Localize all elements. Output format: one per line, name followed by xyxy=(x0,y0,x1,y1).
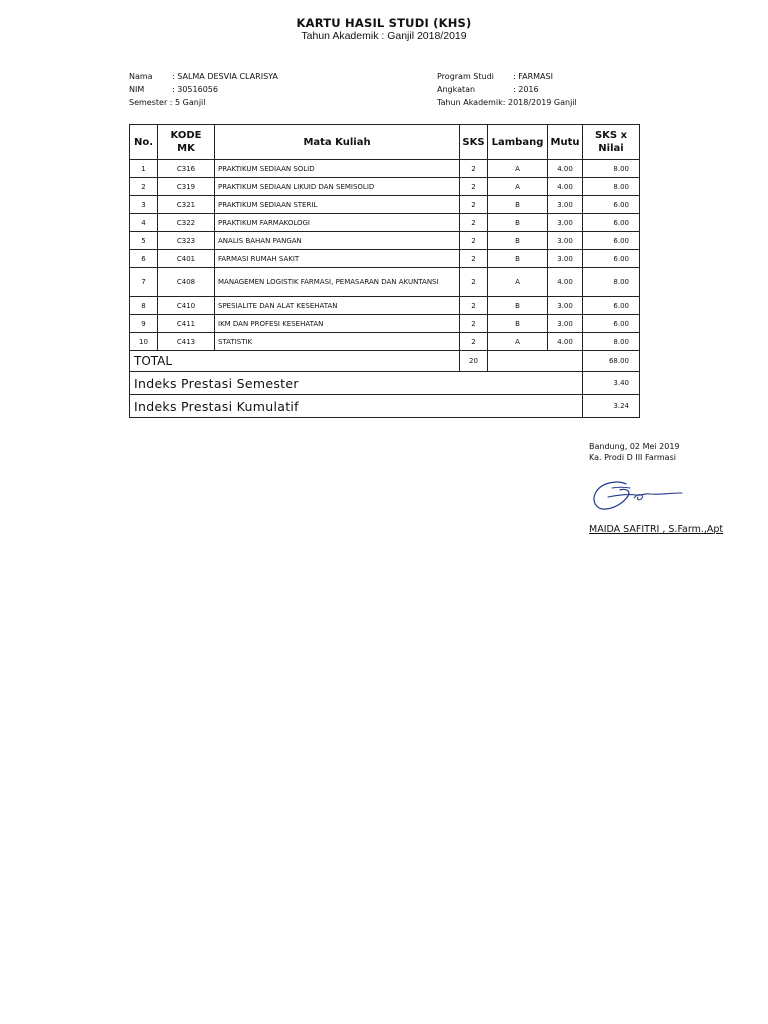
cell-sks-x-nilai: 6.00 xyxy=(583,214,640,232)
table-row xyxy=(130,333,640,351)
cell-sks-x-nilai: 6.00 xyxy=(583,250,640,268)
cell-sks: 2 xyxy=(460,315,488,333)
nama-value: : SALMA DESVIA CLARISYA xyxy=(172,72,278,81)
cell-kode: C413 xyxy=(158,333,215,351)
cell-sks: 2 xyxy=(460,250,488,268)
cell-mutu: 3.00 xyxy=(548,297,583,315)
cell-sks-x-nilai: 8.00 xyxy=(583,268,640,297)
cell-sks-x-nilai: 8.00 xyxy=(583,160,640,178)
table-row xyxy=(130,297,640,315)
cell-sks-x-nilai: 8.00 xyxy=(583,333,640,351)
cell-lambang: A xyxy=(488,268,548,297)
cell-lambang: B xyxy=(488,250,548,268)
prodi-row xyxy=(437,70,577,83)
cell-mata-kuliah: SPESIALITE DAN ALAT KESEHATAN xyxy=(215,297,460,315)
nama-row xyxy=(129,70,278,83)
cell-lambang: B xyxy=(488,232,548,250)
cell-mutu: 3.00 xyxy=(548,250,583,268)
signature-block xyxy=(589,441,680,463)
cell-kode: C410 xyxy=(158,297,215,315)
cell-mutu: 4.00 xyxy=(548,333,583,351)
cell-sks: 2 xyxy=(460,214,488,232)
handwritten-signature xyxy=(588,476,688,516)
cell-mata-kuliah: MANAGEMEN LOGISTIK FARMASI, PEMASARAN DAN AKUNTANSI xyxy=(215,268,460,297)
cell-mata-kuliah: ANALIS BAHAN PANGAN xyxy=(215,232,460,250)
table-row xyxy=(130,232,640,250)
cell-mutu: 4.00 xyxy=(548,268,583,297)
cell-lambang: B xyxy=(488,297,548,315)
table-row xyxy=(130,268,640,297)
cell-sks: 2 xyxy=(460,196,488,214)
angkatan-row xyxy=(437,83,577,96)
cell-sks-x-nilai: 6.00 xyxy=(583,297,640,315)
cell-sks-x-nilai: 6.00 xyxy=(583,232,640,250)
total-sks: 20 xyxy=(460,351,488,372)
header-sks-x-nilai xyxy=(583,125,640,160)
cell-kode: C322 xyxy=(158,214,215,232)
table-row xyxy=(130,196,640,214)
cell-mutu: 3.00 xyxy=(548,196,583,214)
cell-mata-kuliah: PRAKTIKUM SEDIAAN SOLID xyxy=(215,160,460,178)
tahun-akademik-value: : 2018/2019 Ganjil xyxy=(502,98,577,107)
cell-kode: C316 xyxy=(158,160,215,178)
cell-no: 8 xyxy=(130,297,158,315)
signer-name: MAIDA SAFITRI , S.Farm.,Apt xyxy=(589,524,724,535)
angkatan-value: : 2016 xyxy=(513,85,539,94)
document-title: KARTU HASIL STUDI (KHS) xyxy=(296,16,472,30)
place-date: Bandung, 02 Mei 2019 xyxy=(589,442,680,451)
header-kode-line2: MK xyxy=(177,143,195,154)
header-lambang: Lambang xyxy=(488,125,548,160)
header-no: No. xyxy=(130,125,158,160)
table-row xyxy=(130,315,640,333)
cell-sks: 2 xyxy=(460,178,488,196)
header-sksxnilai-line2: Nilai xyxy=(598,143,624,154)
ipk-value: 3.24 xyxy=(583,395,640,418)
cell-kode: C319 xyxy=(158,178,215,196)
cell-kode: C411 xyxy=(158,315,215,333)
table-row xyxy=(130,160,640,178)
cell-mutu: 3.00 xyxy=(548,214,583,232)
ips-value: 3.40 xyxy=(583,372,640,395)
academic-year-subtitle: Tahun Akademik : Ganjil 2018/2019 xyxy=(301,30,467,42)
cell-kode: C408 xyxy=(158,268,215,297)
cell-lambang: A xyxy=(488,333,548,351)
tahun-akademik-row xyxy=(437,96,577,109)
header-mutu: Mutu xyxy=(548,125,583,160)
prodi-value: : FARMASI xyxy=(513,72,553,81)
cell-sks-x-nilai: 6.00 xyxy=(583,315,640,333)
ipk-row xyxy=(130,395,640,418)
cell-sks: 2 xyxy=(460,160,488,178)
cell-kode: C321 xyxy=(158,196,215,214)
cell-lambang: B xyxy=(488,196,548,214)
ips-label: Indeks Prestasi Semester xyxy=(130,372,583,395)
table-header-row xyxy=(130,125,640,160)
cell-mata-kuliah: STATISTIK xyxy=(215,333,460,351)
cell-no: 4 xyxy=(130,214,158,232)
cell-mutu: 4.00 xyxy=(548,160,583,178)
total-row xyxy=(130,351,640,372)
cell-no: 10 xyxy=(130,333,158,351)
signer-position: Ka. Prodi D III Farmasi xyxy=(589,453,676,462)
nim-value: : 30516056 xyxy=(172,85,218,94)
cell-lambang: B xyxy=(488,214,548,232)
cell-sks: 2 xyxy=(460,333,488,351)
cell-mutu: 4.00 xyxy=(548,178,583,196)
cell-mutu: 3.00 xyxy=(548,232,583,250)
cell-mata-kuliah: FARMASI RUMAH SAKIT xyxy=(215,250,460,268)
student-info-right xyxy=(437,70,577,109)
cell-no: 7 xyxy=(130,268,158,297)
cell-lambang: A xyxy=(488,178,548,196)
header-sksxnilai-line1: SKS x xyxy=(594,130,628,141)
cell-mata-kuliah: PRAKTIKUM SEDIAAN LIKUID DAN SEMISOLID xyxy=(215,178,460,196)
nim-row xyxy=(129,83,278,96)
student-info-left xyxy=(129,70,278,109)
header-mata-kuliah: Mata Kuliah xyxy=(215,125,460,160)
cell-sks: 2 xyxy=(460,268,488,297)
table-row xyxy=(130,214,640,232)
table-row xyxy=(130,178,640,196)
cell-no: 6 xyxy=(130,250,158,268)
cell-mata-kuliah: PRAKTIKUM FARMAKOLOGI xyxy=(215,214,460,232)
cell-sks-x-nilai: 8.00 xyxy=(583,178,640,196)
cell-mata-kuliah: PRAKTIKUM SEDIAAN STERIL xyxy=(215,196,460,214)
angkatan-label: Angkatan xyxy=(437,85,476,94)
ipk-label: Indeks Prestasi Kumulatif xyxy=(130,395,583,418)
cell-sks: 2 xyxy=(460,297,488,315)
cell-lambang: A xyxy=(488,160,548,178)
total-sks-x-nilai: 68.00 xyxy=(583,351,640,372)
tahun-akademik-label: Tahun Akademik xyxy=(437,98,503,107)
cell-lambang: B xyxy=(488,315,548,333)
cell-sks: 2 xyxy=(460,232,488,250)
cell-kode: C401 xyxy=(158,250,215,268)
semester-text: Semester : 5 Ganjil xyxy=(129,98,206,107)
cell-no: 3 xyxy=(130,196,158,214)
header-kode-line1: KODE xyxy=(170,130,202,141)
prodi-label: Program Studi xyxy=(437,72,494,81)
cell-mata-kuliah: IKM DAN PROFESI KESEHATAN xyxy=(215,315,460,333)
cell-sks-x-nilai: 6.00 xyxy=(583,196,640,214)
nim-label: NIM xyxy=(129,85,145,94)
semester-row xyxy=(129,96,278,109)
cell-no: 9 xyxy=(130,315,158,333)
cell-no: 1 xyxy=(130,160,158,178)
cell-mutu: 3.00 xyxy=(548,315,583,333)
grades-table xyxy=(129,124,640,418)
cell-no: 5 xyxy=(130,232,158,250)
cell-kode: C323 xyxy=(158,232,215,250)
cell-no: 2 xyxy=(130,178,158,196)
table-row xyxy=(130,250,640,268)
nama-label: Nama xyxy=(129,72,153,81)
total-empty-cell xyxy=(488,351,583,372)
header-sks: SKS xyxy=(460,125,488,160)
total-label: TOTAL xyxy=(130,351,460,372)
header-kode-mk xyxy=(158,125,215,160)
ips-row xyxy=(130,372,640,395)
